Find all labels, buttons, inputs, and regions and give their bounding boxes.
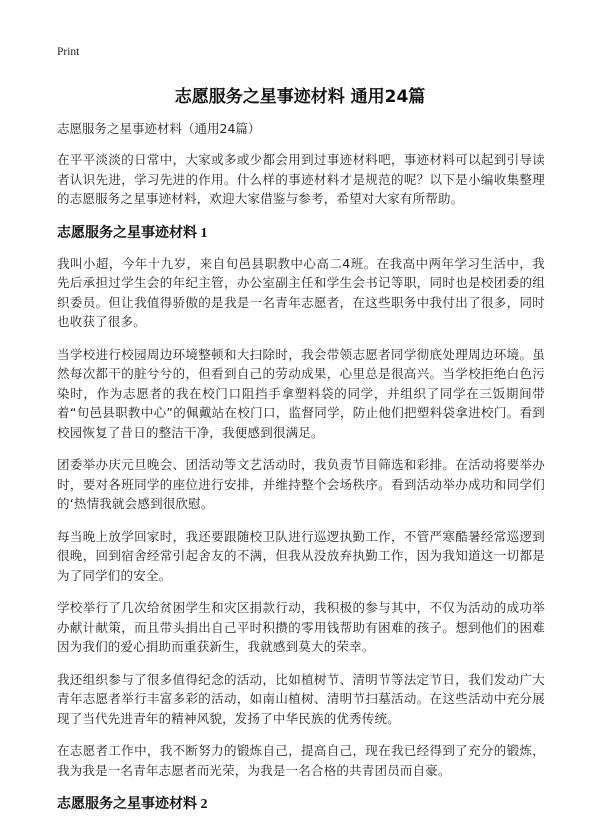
paragraph: 我还组织参与了很多值得纪念的活动，比如植树节、清明节等法定节日，我们发动广大青年志愿者举行丰富多彩的活动，如南山植树、清明节扫墓活动。在这些活动中充分展现了当代先进青年的精神风貌，发扬了中华民族的优秀传统。: [57, 671, 545, 726]
print-link[interactable]: Print: [57, 46, 80, 58]
paragraph: 我叫小超，今年十九岁，来自旬邑县职教中心高二4班。在我高中两年学习生活中，我先后承担过学生会的年纪主管，办公室副主任和学生会书记等职，同时也是校团委的组织委员。但让我值得骄傲的是我是一名青年志愿者，在这些职务中我付出了很多，同时也收获了很多。: [57, 255, 545, 329]
paragraph: 学校举行了几次给贫困学生和灾区捐款行动，我积极的参与其中，不仅为活动的成功举办献计献策，而且带头捐出自己平时积攒的零用钱帮助有困难的孩子。想到他们的困难因为我们的爱心捐助而重获新生，我就感到莫大的荣幸。: [57, 600, 545, 654]
article-subtitle: 志愿服务之星事迹材料（通用24篇）: [57, 121, 261, 136]
paragraph: 团委举办庆元旦晚会、团活动等文艺活动时，我负责节目筛选和彩排。在活动将要举办时，要对各班同学的座位进行安排，并维持整个会场秩序。看到活动举办成功和同学们的‘热情我就会感到很欣慰。: [57, 457, 545, 511]
intro-paragraph: 在平平淡淡的日常中，大家或多或少都会用到过事迹材料吧，事迹材料可以起到引导读者认识先进，学习先进的作用。什么样的事迹材料才是规范的呢？以下是小编收集整理的志愿服务之星事迹材料，欢迎大家借鉴与参考，希望对大家有所帮助。: [57, 152, 545, 206]
article-body: [57, 120, 545, 825]
page-title: 志愿服务之星事迹材料 通用24篇: [174, 87, 426, 107]
paragraph: 在志愿者工作中，我不断努力的锻炼自己，提高自己，现在我已经得到了充分的锻炼，我为我是一名青年志愿者而光荣，为我是一名合格的共青团员而自豪。: [57, 743, 545, 778]
section-heading-1: 志愿服务之星事迹材料 1: [57, 225, 208, 241]
paragraph: 当学校进行校园周边环境整顿和大扫除时，我会带领志愿者同学彻底处理周边环境。虽然每次都干的脏兮兮的，但看到自己的劳动成果，心里总是很高兴。当学校拒绝白色污染时，作为志愿者的我在校门口阻挡手拿塑料袋的同学，并组织了同学在三饭期间带着“旬邑县职教中心”的佩戴站在校门口，监督同学，防止他们把塑料袋拿进校门。看到校园恢复了昔日的整洁干净，我便感到很满足。: [57, 346, 545, 440]
paragraph: 每当晚上放学回家时，我还要跟随校卫队进行巡逻执勤工作，不管严寒酷暑经常巡逻到很晚，回到宿舍经常引起舍友的不满，但我从没放弃执勤工作，因为我知道这一切都是为了同学们的安全。: [57, 528, 545, 583]
section-heading-2: 志愿服务之星事迹材料 2: [57, 797, 208, 812]
